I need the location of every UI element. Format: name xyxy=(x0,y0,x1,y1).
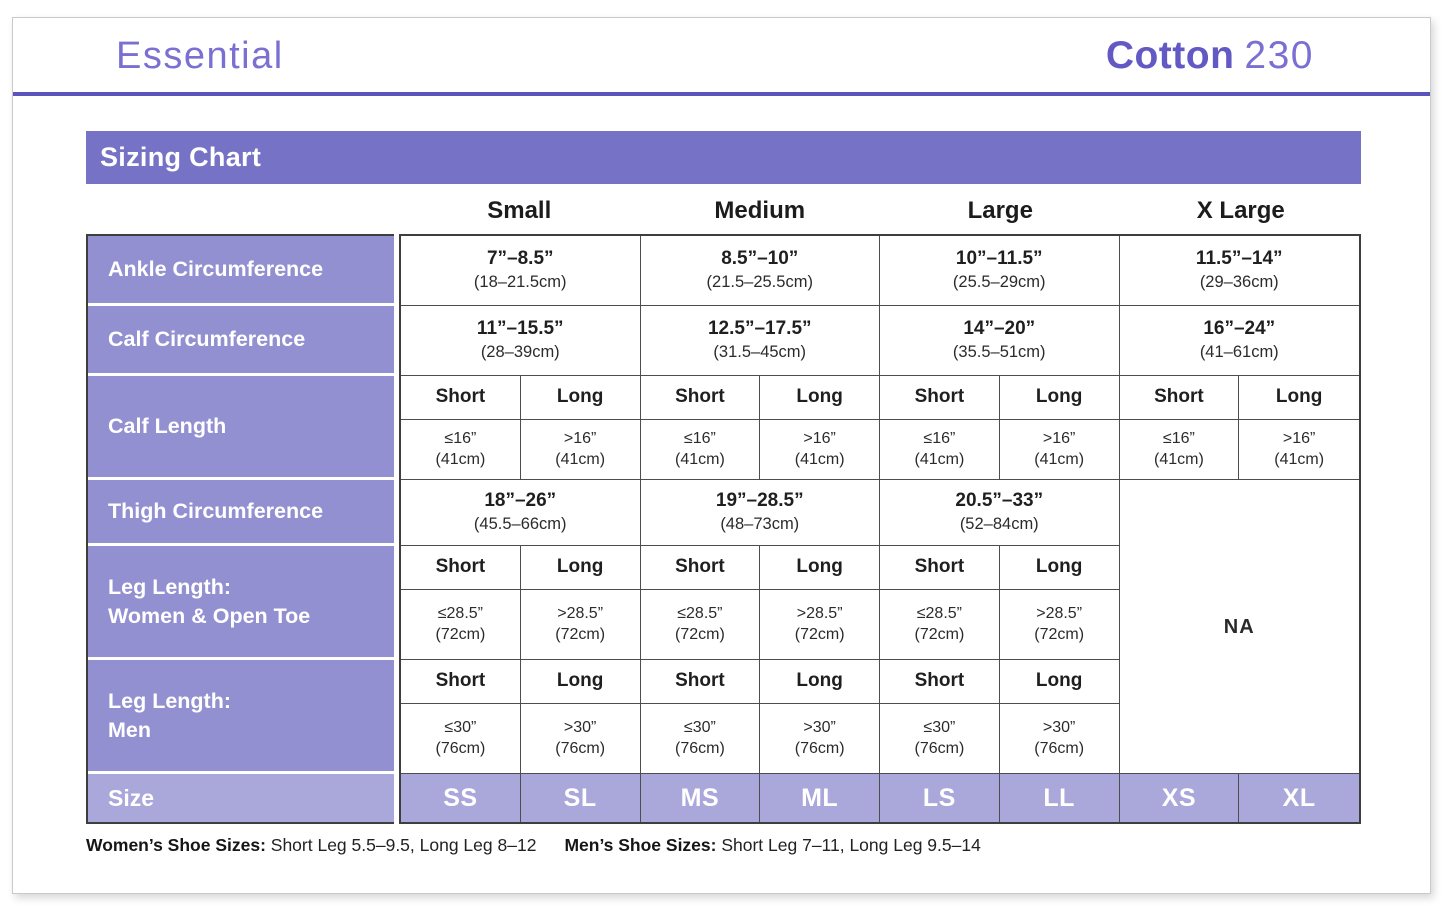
row-label-leg-length-women xyxy=(88,546,394,660)
inches-value: >16” xyxy=(1042,429,1076,447)
cm-value: (41–61cm) xyxy=(1199,343,1279,362)
cell-calflength-long xyxy=(1239,420,1359,480)
cm-value: (21.5–25.5cm) xyxy=(706,273,813,292)
row-label-thigh-circumference xyxy=(88,480,394,546)
cell-size-ml: ML xyxy=(760,774,880,822)
cell-ankle-large xyxy=(880,236,1120,306)
cm-value: (41cm) xyxy=(674,450,725,468)
inches-value: 19”–28.5” xyxy=(715,490,804,512)
cm-value: (28–39cm) xyxy=(480,343,560,362)
inches-value: ≤28.5” xyxy=(677,604,723,622)
subheader-short: Short xyxy=(880,376,1000,420)
subheader-long: Long xyxy=(1239,376,1359,420)
cell-ankle-xlarge xyxy=(1120,236,1360,306)
cell-xlarge-na xyxy=(1120,480,1360,774)
subheader-short: Short xyxy=(401,376,521,420)
product-number: 230 xyxy=(1244,34,1314,77)
cm-value: (41cm) xyxy=(1274,450,1325,468)
mens-shoe-sizes-text: Short Leg 7–11, Long Leg 9.5–14 xyxy=(721,835,981,855)
subheader-long: Long xyxy=(1000,546,1120,590)
cell-calflength-short xyxy=(880,420,1000,480)
subheader-short: Short xyxy=(641,660,761,704)
cell-calflength-short xyxy=(641,420,761,480)
product-name: Cotton xyxy=(1105,34,1235,77)
inches-value: >16” xyxy=(803,429,836,447)
subheader-long: Long xyxy=(521,660,641,704)
inches-value: ≤28.5” xyxy=(916,604,962,622)
cm-value: (76cm) xyxy=(1034,739,1085,757)
womens-shoe-sizes-label: Women’s Shoe Sizes: xyxy=(86,835,266,855)
cell-legmen-short xyxy=(880,704,1000,774)
mens-shoe-sizes-label: Men’s Shoe Sizes: xyxy=(564,835,717,855)
cm-value: (76cm) xyxy=(914,739,965,757)
size-column-header-medium: Medium xyxy=(714,197,806,224)
inches-value: ≤16” xyxy=(1162,429,1195,447)
cell-legwomen-short xyxy=(880,590,1000,660)
cell-thigh-small xyxy=(401,480,641,546)
subheader-long: Long xyxy=(1000,376,1120,420)
womens-shoe-sizes xyxy=(86,835,536,855)
subheader-short: Short xyxy=(401,660,521,704)
cell-legwomen-long xyxy=(760,590,880,660)
subheader-short: Short xyxy=(880,660,1000,704)
sizing-chart-banner xyxy=(86,131,1361,184)
cm-value: (48–73cm) xyxy=(720,515,800,534)
subheader-long: Long xyxy=(760,376,880,420)
cell-calfcirc-large xyxy=(880,306,1120,376)
inches-value: 16”–24” xyxy=(1203,318,1276,340)
row-labels-column xyxy=(86,234,394,824)
inches-value: >28.5” xyxy=(557,604,604,622)
na-value: NA xyxy=(1223,615,1255,638)
cm-value: (31.5–45cm) xyxy=(713,343,807,362)
inches-value: >16” xyxy=(563,429,597,447)
row-label-text: Calf Length xyxy=(108,414,227,439)
inches-value: 10”–11.5” xyxy=(955,248,1043,270)
cell-legwomen-short xyxy=(641,590,761,660)
page xyxy=(12,17,1431,894)
cell-calflength-short xyxy=(401,420,521,480)
cm-value: (41cm) xyxy=(1034,450,1085,468)
cm-value: (25.5–29cm) xyxy=(952,273,1046,292)
cm-value: (76cm) xyxy=(435,739,486,757)
brand-title: Essential xyxy=(116,35,284,77)
cell-calflength-long xyxy=(1000,420,1120,480)
cm-value: (18–21.5cm) xyxy=(473,273,567,292)
subheader-short: Short xyxy=(401,546,521,590)
cell-legmen-long xyxy=(521,704,641,774)
subheader-long: Long xyxy=(760,660,880,704)
cell-ankle-small xyxy=(401,236,641,306)
cm-value: (76cm) xyxy=(674,739,725,757)
cell-thigh-medium xyxy=(641,480,881,546)
cm-value: (76cm) xyxy=(555,739,606,757)
row-label-ankle-circumference xyxy=(88,236,394,306)
sizing-table xyxy=(86,234,1361,824)
inches-value: >16” xyxy=(1282,429,1316,447)
cm-value: (41cm) xyxy=(794,450,845,468)
size-column-header-large: Large xyxy=(967,197,1033,224)
row-label-line1: Leg Length: xyxy=(108,575,232,600)
cell-size-ls: LS xyxy=(880,774,1000,822)
cell-calflength-long xyxy=(521,420,641,480)
cell-calfcirc-small xyxy=(401,306,641,376)
cm-value: (41cm) xyxy=(555,450,606,468)
inches-value: 7”–8.5” xyxy=(486,248,554,270)
row-label-text: Calf Circumference xyxy=(108,327,306,352)
subheader-short: Short xyxy=(880,546,1000,590)
inches-value: ≤16” xyxy=(923,429,956,447)
inches-value: >28.5” xyxy=(1036,604,1083,622)
cm-value: (72cm) xyxy=(435,625,486,643)
cell-calflength-short xyxy=(1120,420,1240,480)
inches-value: ≤16” xyxy=(683,429,716,447)
banner-title: Sizing Chart xyxy=(100,142,262,172)
cell-legwomen-short xyxy=(401,590,521,660)
data-grid xyxy=(399,234,1361,824)
subheader-short: Short xyxy=(1120,376,1240,420)
size-column-header-xlarge: X Large xyxy=(1196,197,1285,224)
womens-shoe-sizes-text: Short Leg 5.5–9.5, Long Leg 8–12 xyxy=(270,835,537,855)
row-label-size xyxy=(88,774,394,822)
row-label-calf-circumference xyxy=(88,306,394,376)
inches-value: ≤30” xyxy=(444,718,477,736)
cm-value: (72cm) xyxy=(1034,625,1085,643)
cell-size-ll: LL xyxy=(1000,774,1120,822)
row-label-text: Ankle Circumference xyxy=(108,257,324,282)
cell-size-sl: SL xyxy=(521,774,641,822)
product-title xyxy=(1106,34,1314,78)
cm-value: (76cm) xyxy=(794,739,845,757)
cell-size-xs: XS xyxy=(1120,774,1240,822)
cm-value: (72cm) xyxy=(794,625,845,643)
size-column-header-small: Small xyxy=(487,197,552,224)
cell-legmen-long xyxy=(760,704,880,774)
subheader-long: Long xyxy=(521,376,641,420)
cell-legmen-short xyxy=(641,704,761,774)
cell-size-ms: MS xyxy=(641,774,761,822)
row-label-calf-length xyxy=(88,376,394,480)
row-label-text: Size xyxy=(108,784,155,811)
inches-value: 14”–20” xyxy=(963,318,1036,340)
cell-legmen-long xyxy=(1000,704,1120,774)
page-header xyxy=(13,18,1430,92)
subheader-short: Short xyxy=(641,376,761,420)
header-divider xyxy=(13,92,1430,96)
row-label-leg-length-men xyxy=(88,660,394,774)
cm-value: (41cm) xyxy=(914,450,965,468)
cm-value: (45.5–66cm) xyxy=(473,515,567,534)
inches-value: 12.5”–17.5” xyxy=(707,318,812,340)
inches-value: >30” xyxy=(1042,718,1076,736)
inches-value: 8.5”–10” xyxy=(721,248,799,270)
cm-value: (72cm) xyxy=(555,625,606,643)
shoe-sizes-footnote xyxy=(86,835,1430,856)
cm-value: (41cm) xyxy=(435,450,486,468)
subheader-long: Long xyxy=(760,546,880,590)
cell-calfcirc-xlarge xyxy=(1120,306,1360,376)
inches-value: >30” xyxy=(563,718,597,736)
cm-value: (72cm) xyxy=(914,625,965,643)
row-label-line1: Leg Length: xyxy=(108,689,232,714)
cell-calflength-long xyxy=(760,420,880,480)
cell-size-xl: XL xyxy=(1239,774,1359,822)
inches-value: >28.5” xyxy=(796,604,843,622)
cell-calfcirc-medium xyxy=(641,306,881,376)
cm-value: (52–84cm) xyxy=(959,515,1039,534)
inches-value: 11.5”–14” xyxy=(1195,248,1283,270)
cm-value: (72cm) xyxy=(674,625,725,643)
cell-ankle-medium xyxy=(641,236,881,306)
row-label-line2: Women & Open Toe xyxy=(108,603,311,628)
subheader-long: Long xyxy=(521,546,641,590)
cm-value: (41cm) xyxy=(1153,450,1204,468)
cell-legmen-short xyxy=(401,704,521,774)
cm-value: (35.5–51cm) xyxy=(952,343,1046,362)
inches-value: ≤30” xyxy=(923,718,956,736)
mens-shoe-sizes xyxy=(564,835,980,855)
row-label-line2: Men xyxy=(108,717,151,742)
inches-value: ≤30” xyxy=(683,718,716,736)
inches-value: ≤28.5” xyxy=(437,604,483,622)
cell-size-ss: SS xyxy=(401,774,521,822)
inches-value: >30” xyxy=(803,718,836,736)
cell-legwomen-long xyxy=(521,590,641,660)
size-column-headers xyxy=(399,184,1361,234)
cell-thigh-large xyxy=(880,480,1120,546)
subheader-short: Short xyxy=(641,546,761,590)
cell-legwomen-long xyxy=(1000,590,1120,660)
subheader-long: Long xyxy=(1000,660,1120,704)
inches-value: ≤16” xyxy=(444,429,477,447)
row-label-text: Thigh Circumference xyxy=(108,499,324,524)
inches-value: 11”–15.5” xyxy=(476,318,564,340)
inches-value: 18”–26” xyxy=(484,490,557,512)
inches-value: 20.5”–33” xyxy=(955,490,1044,512)
cm-value: (29–36cm) xyxy=(1199,273,1279,292)
